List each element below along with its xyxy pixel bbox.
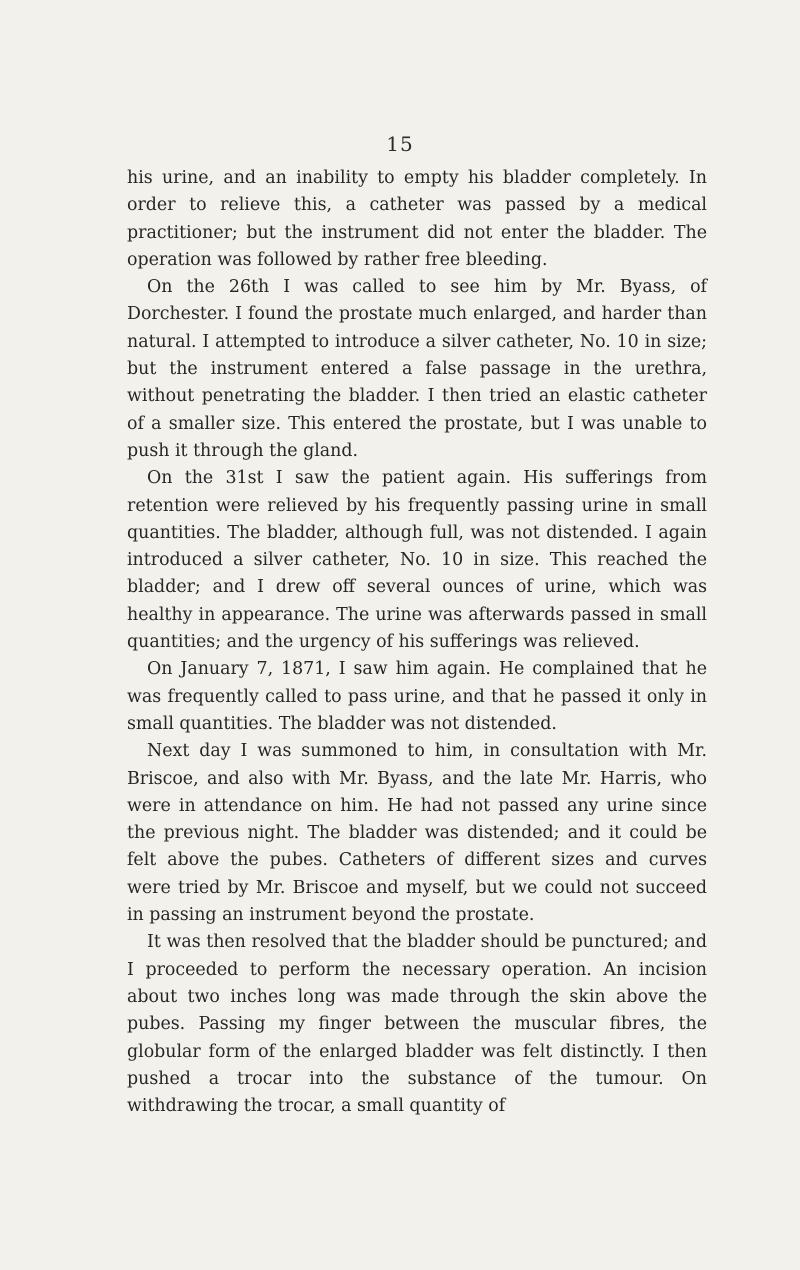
paragraph: Next day I was summoned to him, in consultation with Mr. Briscoe, and also with Mr. Byass, and the late Mr. Harris, who were in attendance on him. He had not passed any urine since the previous night. The bladder was distended; and it could be felt above the pubes. Catheters of different sizes and curves were tried by Mr. Briscoe and myself, but we could not succeed in passing an instrument beyond the prostate. bbox=[127, 741, 707, 926]
page-number: 15 bbox=[386, 132, 414, 156]
body-text bbox=[127, 165, 707, 1120]
paragraph-continued: his urine, and an inability to empty his bladder completely. In order to relieve this, a catheter was passed by a medical practitioner; but the instrument did not enter the bladder. The operation was followed by rather free bleeding. bbox=[127, 168, 707, 270]
paragraph: On the 26th I was called to see him by Mr. Byass, of Dorchester. I found the prostate much enlarged, and harder than natural. I attempted to introduce a silver catheter, No. 10 in size; but the instrument entered a false passage in the urethra, without penetrating the bladder. I then tried an elastic catheter of a smaller size. This entered the prostate, but I was unable to push it through the gland. bbox=[127, 277, 707, 461]
paragraph: On the 31st I saw the patient again. His sufferings from retention were relieved by his frequently passing urine in small quantities. The bladder, although full, was not distended. I again introduced a silver catheter, No. 10 in size. This reached the bladder; and I drew off several ounces of urine, which was healthy in appearance. The urine was afterwards passed in small quantities; and the urgency of his sufferings was relieved. bbox=[127, 468, 707, 653]
paragraph: On January 7, 1871, I saw him again. He complained that he was frequently called to pass urine, and that he passed it only in small quantities. The bladder was not distended. bbox=[127, 659, 707, 734]
paragraph: It was then resolved that the bladder should be punctured; and I proceeded to perform the necessary operation. An incision about two inches long was made through the skin above the pubes. Passing my finger between the muscular fibres, the globular form of the enlarged bladder was felt distinctly. I then pushed a trocar into the substance of the tumour. On withdrawing the trocar, a small quantity of bbox=[127, 932, 707, 1117]
